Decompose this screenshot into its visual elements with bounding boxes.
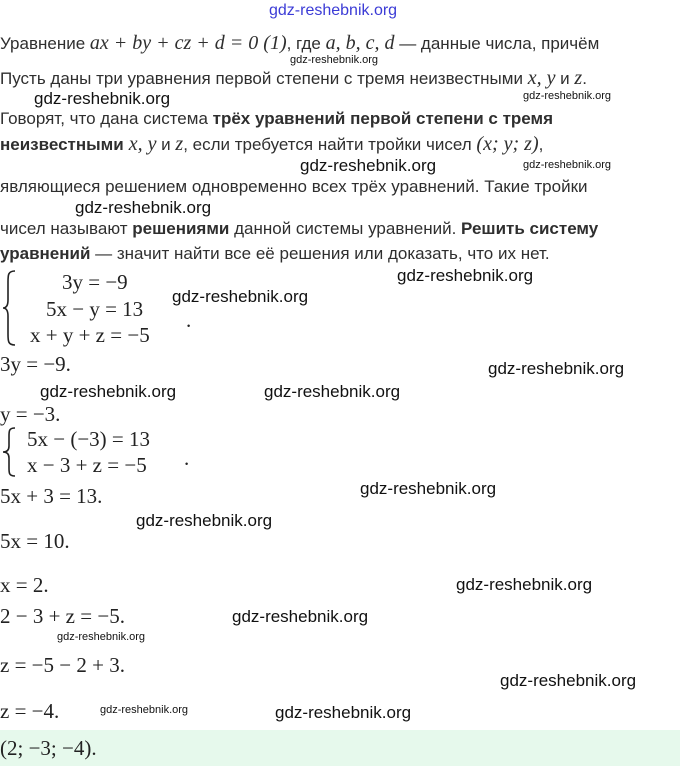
system-equation: 5x − (−3) = 13 — [27, 427, 151, 451]
system-equation: 3y = −9 — [62, 270, 128, 294]
watermark: gdz-reshebnik.org — [40, 382, 177, 401]
text: — данные числа, причём — [394, 34, 600, 53]
system-end: . — [184, 446, 190, 470]
text: и — [555, 69, 575, 88]
text: Говорят, что дана система — [0, 109, 213, 128]
bold-text: уравнений — [0, 244, 91, 263]
solution-step: z = −5 − 2 + 3. — [0, 653, 125, 677]
bold-text: неизвестными — [0, 135, 124, 154]
variable: z — [574, 67, 583, 89]
left-brace-icon — [2, 427, 16, 477]
watermark: gdz-reshebnik.org — [232, 607, 369, 626]
watermark: gdz-reshebnik.org — [290, 54, 379, 66]
solution-step: 5x + 3 = 13. — [0, 484, 103, 508]
answer: (2; −3; −4). — [0, 736, 97, 760]
bold-text: трёх уравнений первой степени с тремя — [212, 109, 554, 128]
text: . — [582, 69, 587, 88]
bold-text: решениями — [132, 219, 230, 238]
variables: x, y — [527, 67, 556, 89]
theory-line-5: являющиеся решением одновременно всех трёх уравнений. Такие тройки — [0, 177, 588, 196]
solution-step: z = −4. — [0, 699, 60, 723]
watermark: gdz-reshebnik.org — [100, 704, 189, 716]
theory-line-7 — [0, 243, 550, 265]
watermark: gdz-reshebnik.org — [34, 89, 171, 108]
watermark: gdz-reshebnik.org — [500, 671, 637, 690]
watermark: gdz-reshebnik.org — [57, 631, 146, 643]
watermark: gdz-reshebnik.org — [397, 266, 534, 285]
theory-line-2 — [0, 67, 587, 89]
solution-step: 3y = −9. — [0, 352, 71, 376]
system-equation: x + y + z = −5 — [30, 323, 150, 347]
text: и — [156, 135, 176, 154]
system-end: . — [186, 308, 192, 332]
variable: z — [175, 133, 184, 155]
text: , если требуется найти тройки чисел — [183, 135, 477, 154]
watermark[interactable]: gdz-reshebnik.org — [269, 2, 398, 19]
left-brace-icon — [2, 270, 16, 346]
text: , — [538, 135, 544, 154]
triple: (x; y; z) — [476, 133, 539, 155]
solution-step: 2 − 3 + z = −5. — [0, 604, 125, 628]
answer-box — [0, 730, 680, 766]
solution-step: y = −3. — [0, 402, 61, 426]
watermark: gdz-reshebnik.org — [523, 90, 612, 102]
solution-step: x = 2. — [0, 573, 49, 597]
system-equation: 5x − y = 13 — [46, 297, 144, 321]
watermark: gdz-reshebnik.org — [523, 159, 612, 171]
text: данной системы уравнений. — [229, 219, 462, 238]
text: Уравнение — [0, 34, 90, 53]
system-equation: x − 3 + z = −5 — [27, 453, 147, 477]
watermark: gdz-reshebnik.org — [75, 198, 212, 217]
solution-step: 5x = 10. — [0, 529, 70, 553]
watermark: gdz-reshebnik.org — [264, 382, 401, 401]
text: Пусть даны три уравнения первой степени с тремя неизвестными — [0, 69, 528, 88]
theory-line-1 — [0, 32, 599, 54]
watermark: gdz-reshebnik.org — [275, 703, 412, 722]
text: , где — [286, 34, 326, 53]
watermark: gdz-reshebnik.org — [300, 156, 437, 175]
theory-line-4 — [0, 133, 543, 155]
watermark: gdz-reshebnik.org — [488, 359, 625, 378]
theory-line-6 — [0, 218, 598, 240]
equation: ax + by + cz + d = 0 (1) — [89, 32, 287, 54]
text: — значит найти все её решения или доказать, что их нет. — [90, 244, 550, 263]
watermark: gdz-reshebnik.org — [456, 575, 593, 594]
variables: a, b, c, d — [325, 32, 395, 54]
variables: x, y — [123, 133, 157, 155]
theory-line-3 — [0, 108, 553, 130]
bold-text: Решить систему — [461, 219, 599, 238]
watermark: gdz-reshebnik.org — [136, 511, 273, 530]
text: чисел называют — [0, 219, 133, 238]
watermark: gdz-reshebnik.org — [360, 479, 497, 498]
watermark: gdz-reshebnik.org — [172, 287, 309, 306]
